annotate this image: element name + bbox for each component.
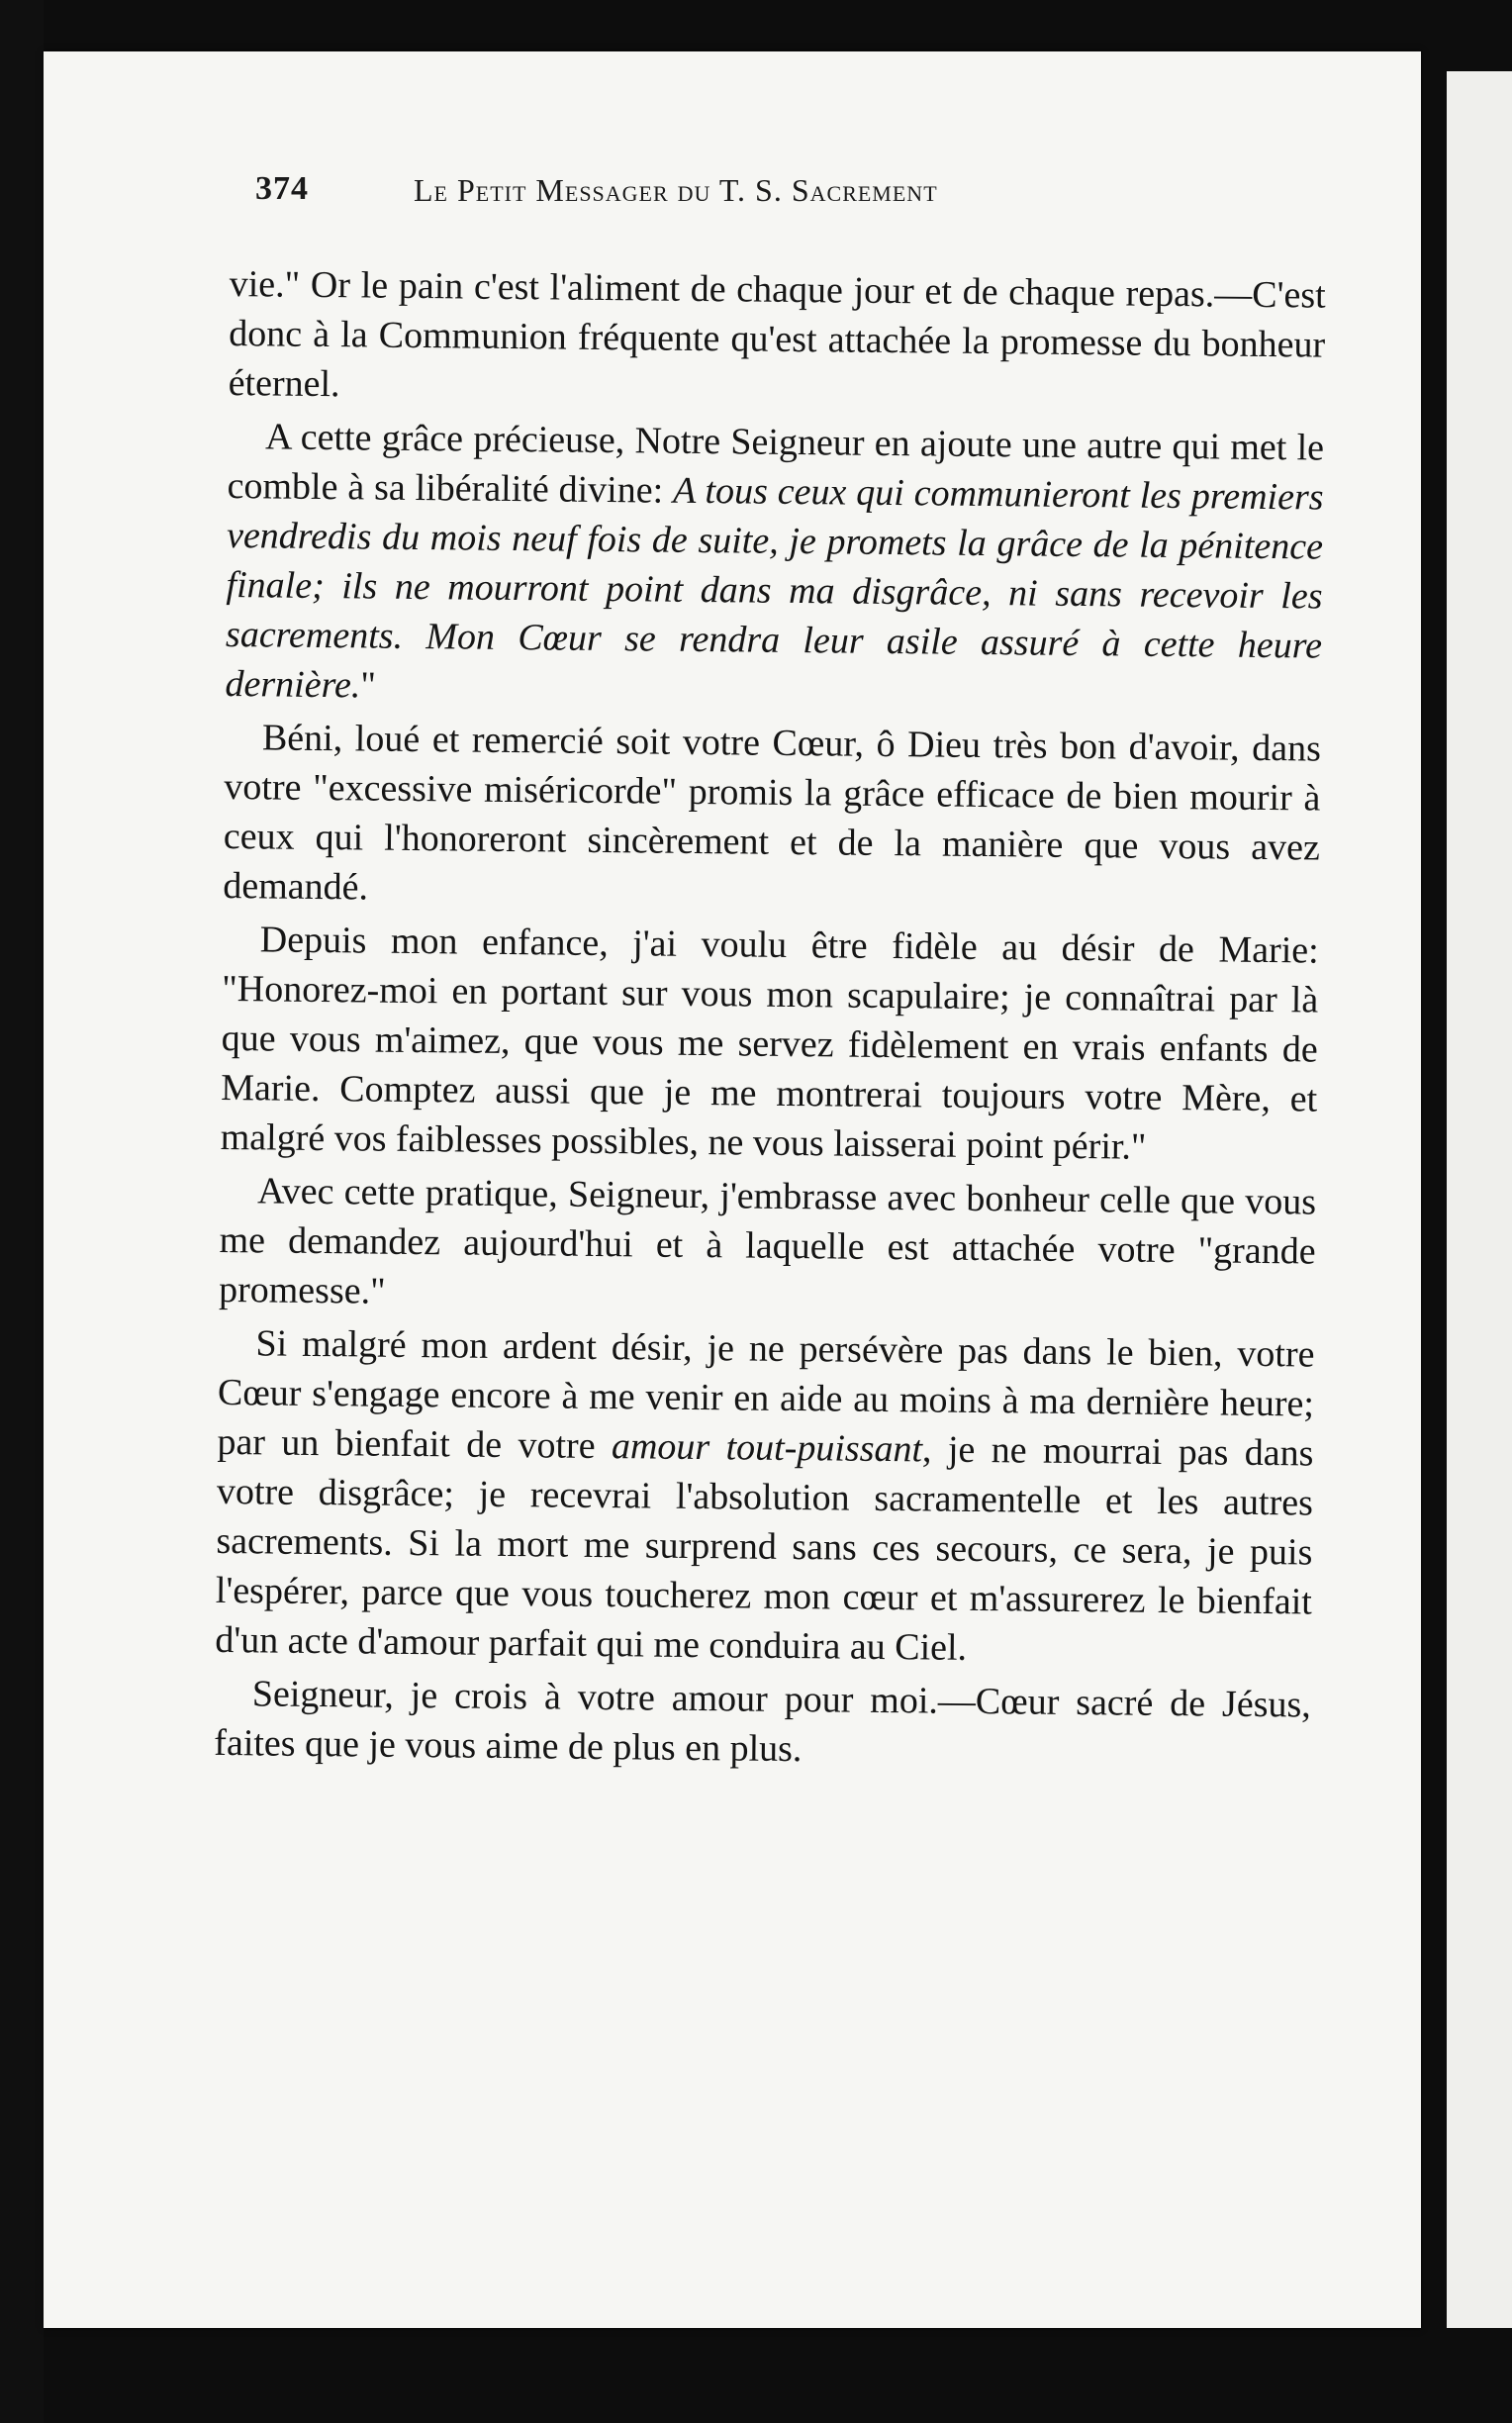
- paragraph-4: Depuis mon enfance, j'ai voulu être fidèle au désir de Marie: "Honorez-moi en portant sur vous mon scapulaire; je connaîtrai par là que vous m'aimez, que vous me servez fidèlement en vrais enfants de Marie. Comptez aussi que je me montrerai toujours votre Mère, et malgré vos faiblesses possibles, ne vous laisserai point périr.": [220, 919, 1319, 1168]
- running-title: Le Petit Messager du T. S. Sacrement: [414, 172, 938, 208]
- paragraph-6: [215, 1318, 1315, 1677]
- paragraph-2-close: ": [360, 664, 377, 707]
- paragraph-6-rest: , je ne mourrai pas dans votre disgrâce; je recevrai l'absolution sacramentelle et les autres sacrements. Si la mort me surprend sans ces secours, ce sera, je puis l'espérer, parce que vous toucherez mon cœur et m'assurerez le bienfait d'un acte d'amour parfait qui me conduira au Ciel.: [215, 1428, 1314, 1669]
- adjacent-page-edge: [1447, 71, 1512, 2328]
- paragraph-2: [225, 412, 1324, 721]
- paragraph-6-intro: Si malgré mon ardent désir, je ne persévère pas dans le bien, votre Cœur s'engage encore à me venir en aide au moins à ma dernière heure; par un bienfait de votre: [217, 1322, 1315, 1468]
- page-body: [214, 259, 1326, 1784]
- paragraph-3: Béni, loué et remercié soit votre Cœur, ô Dieu très bon d'avoir, dans votre "excessive miséricorde" promis la grâce efficace de bien mourir à ceux qui l'honoreront sincèrement et de la manière que vous avez demandé.: [223, 717, 1322, 909]
- paragraph-6-italic: amour tout-puissant: [611, 1425, 923, 1471]
- page-number: 374: [255, 170, 309, 207]
- paragraph-5: Avec cette pratique, Seigneur, j'embrasse avec bonheur celle que vous me demandez aujourd'hui et à laquelle est attachée votre "grande promesse.": [218, 1170, 1317, 1312]
- page-header: [255, 170, 1245, 230]
- paragraph-2-intro: A cette grâce précieuse, Notre Seigneur en ajoute une autre qui met le comble à sa libéralité divine:: [227, 416, 1325, 512]
- promise-quote: A tous ceux qui communieront les premiers vendredis du mois neuf fois de suite, je promets la grâce de la pénitence finale; ils ne mourront point dans ma disgrâce, ni sans recevoir les sacrements. Mon Cœur se rendra leur asile assuré à cette heure dernière.: [225, 469, 1324, 707]
- paragraph-7: Seigneur, je crois à votre amour pour moi.—Cœur sacré de Jésus, faites que je vous aime de plus en plus.: [214, 1673, 1311, 1771]
- scan-border-left: [0, 0, 44, 2423]
- paragraph-1: vie." Or le pain c'est l'aliment de chaque jour et de chaque repas.—C'est donc à la Communion fréquente qu'est attachée la promesse du bonheur éternel.: [228, 262, 1326, 406]
